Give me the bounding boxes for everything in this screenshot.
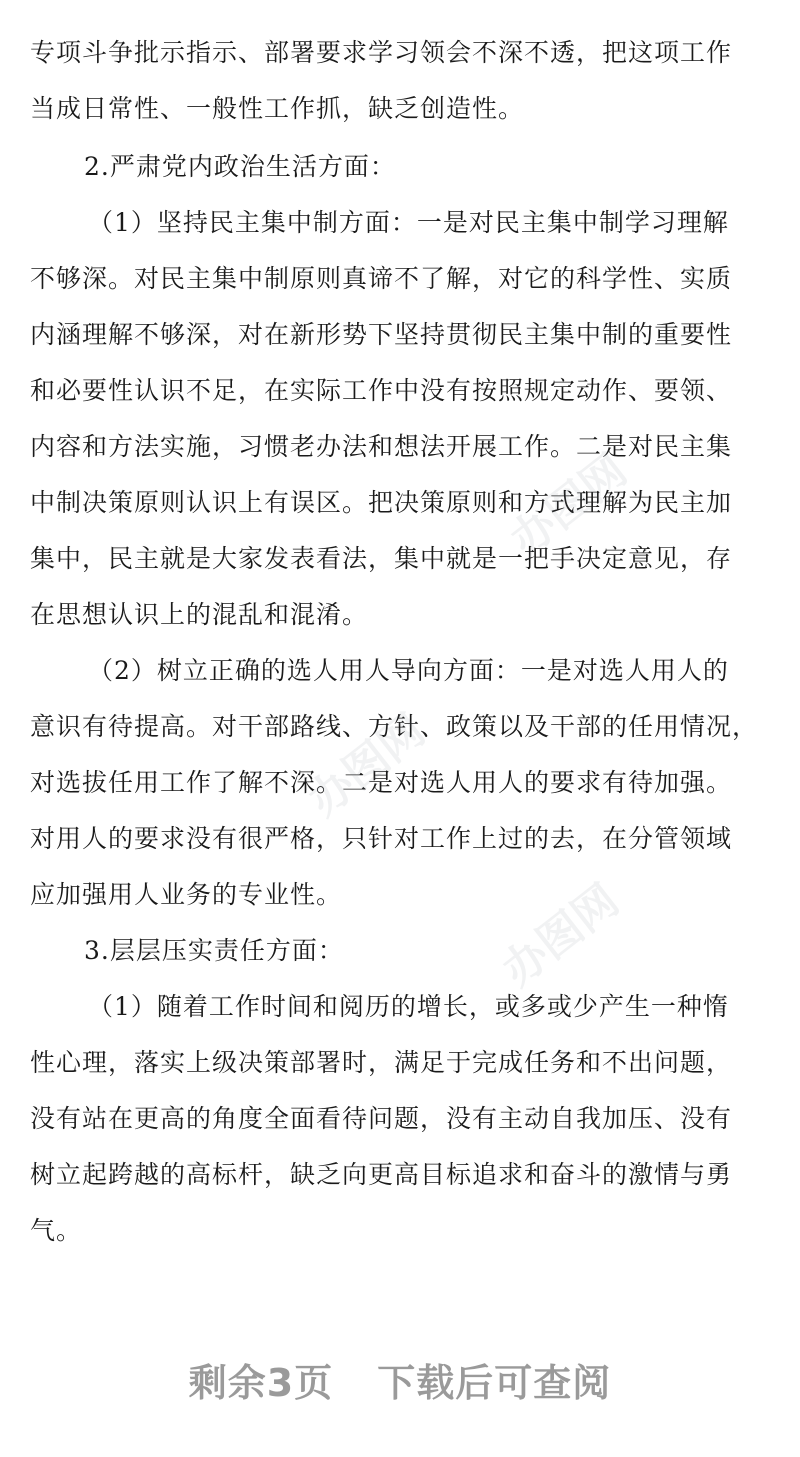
- text-line: 对选拔任用工作了解不深。二是对选人用人的要求有待加强。: [30, 768, 733, 797]
- section-heading: 2.严肃党内政治生活方面：: [84, 152, 396, 181]
- watermark-logo: 办图网: [493, 874, 629, 997]
- remaining-pages-label: 剩余3页: [188, 1361, 334, 1405]
- text-line: 应加强用人业务的专业性。: [30, 880, 343, 909]
- text-line: 和必要性认识不足，在实际工作中没有按照规定动作、要领、: [30, 376, 733, 405]
- text-line: 内容和方法实施，习惯老办法和想法开展工作。二是对民主集: [30, 432, 733, 461]
- text-line: 当成日常性、一般性工作抓，缺乏创造性。: [30, 94, 525, 123]
- text-line: 意识有待提高。对干部路线、方针、政策以及干部的任用情况，: [30, 712, 759, 741]
- text-line: 集中，民主就是大家发表看法，集中就是一把手决定意见，存: [30, 544, 733, 573]
- download-prompt[interactable]: [0, 1352, 800, 1407]
- text-line: （1）坚持民主集中制方面：一是对民主集中制学习理解: [88, 208, 729, 237]
- download-to-view-label: 下载后可查阅: [377, 1361, 612, 1405]
- text-line: 对用人的要求没有很严格，只针对工作上过的去，在分管领域: [30, 824, 733, 853]
- text-line: 内涵理解不够深，对在新形势下坚持贯彻民主集中制的重要性: [30, 320, 733, 349]
- text-line: 专项斗争批示指示、部署要求学习领会不深不透，把这项工作: [30, 38, 733, 67]
- text-line: 中制决策原则认识上有误区。把决策原则和方式理解为民主加: [30, 488, 733, 517]
- text-line: （1）随着工作时间和阅历的增长，或多或少产生一种惰: [88, 992, 729, 1021]
- text-line: 树立起跨越的高标杆，缺乏向更高目标追求和奋斗的激情与勇: [30, 1160, 733, 1189]
- text-line: 不够深。对民主集中制原则真谛不了解，对它的科学性、实质: [30, 264, 733, 293]
- watermark-logo: 办图网: [501, 444, 637, 567]
- watermark-logo: 办图网: [299, 704, 435, 827]
- text-line: 在思想认识上的混乱和混淆。: [30, 600, 369, 629]
- text-line: （2）树立正确的选人用人导向方面：一是对选人用人的: [88, 656, 729, 685]
- text-line: 性心理，落实上级决策部署时，满足于完成任务和不出问题，: [30, 1048, 733, 1077]
- text-line: 气。: [30, 1216, 83, 1245]
- text-line: 没有站在更高的角度全面看待问题，没有主动自我加压、没有: [30, 1104, 733, 1133]
- section-heading: 3.层层压实责任方面：: [84, 936, 344, 965]
